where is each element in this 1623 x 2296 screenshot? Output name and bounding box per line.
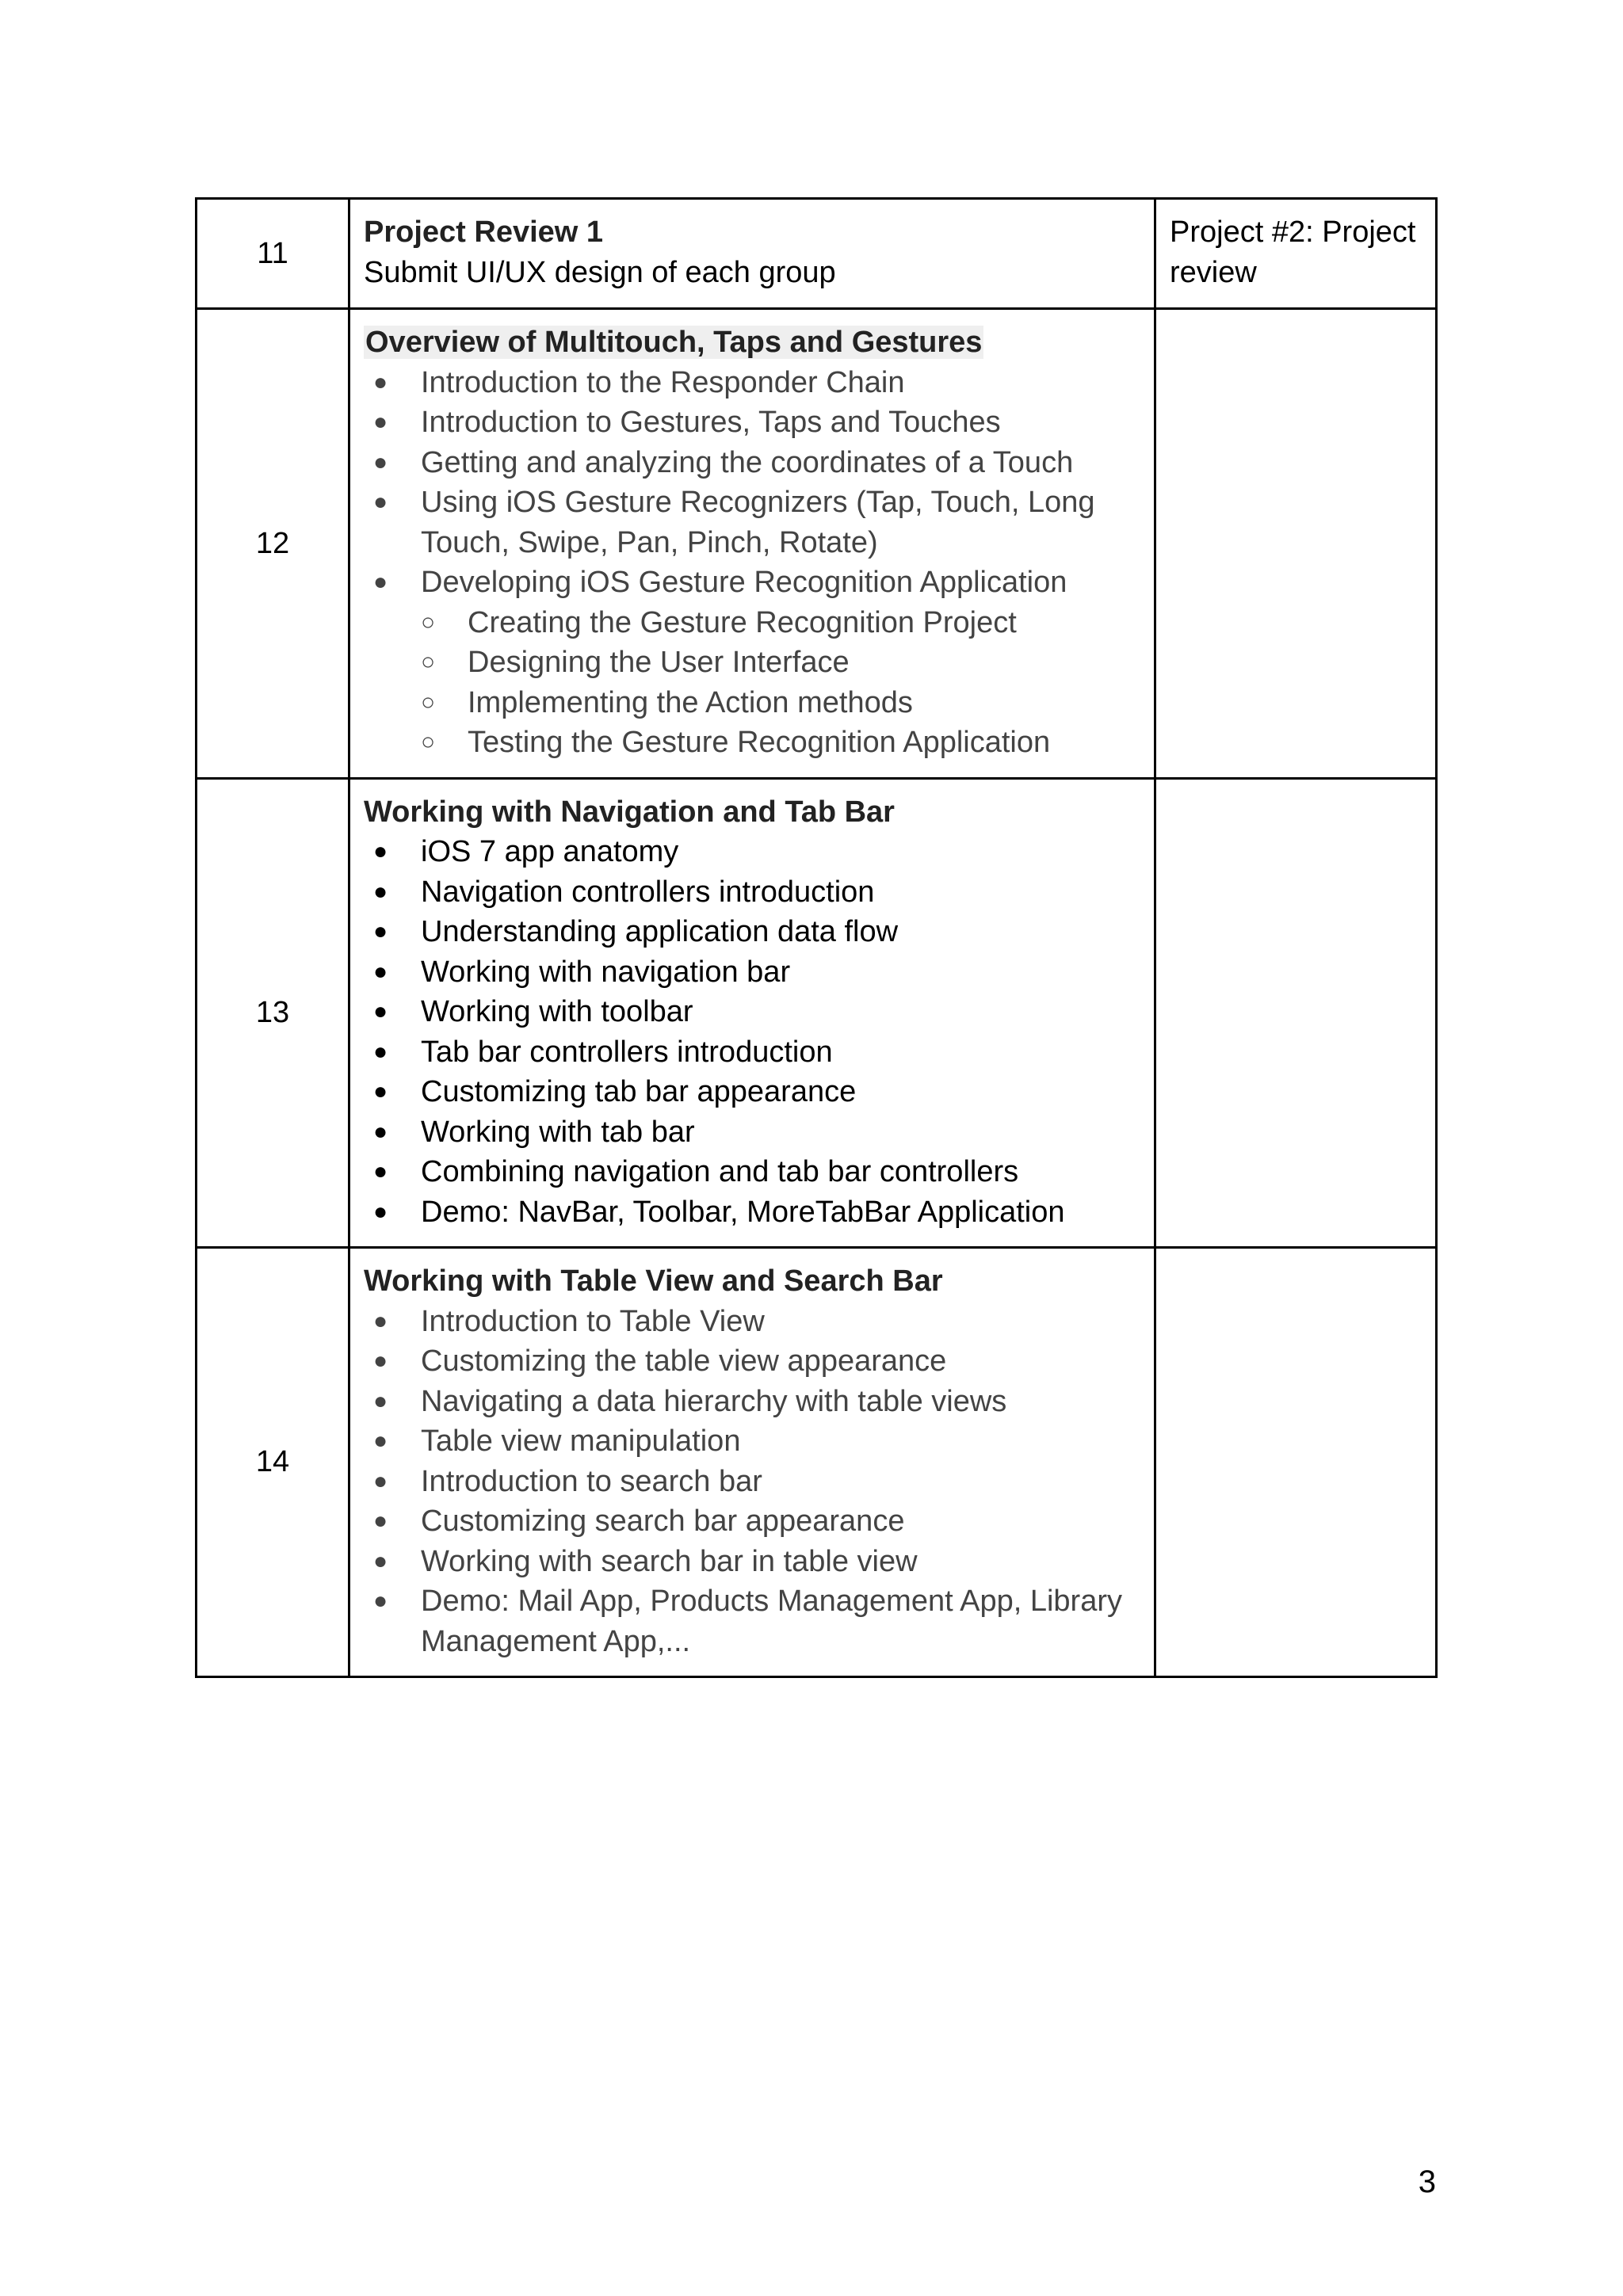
list-item [364,563,1141,763]
sub-list-item: ○ Designing the User Interface [421,643,1141,683]
topic-list [364,832,1141,1232]
assignment-cell [1155,309,1437,779]
list-item: ● Navigation controllers introduction [364,872,1141,913]
sub-list [421,603,1141,763]
sub-list-item: ○ Testing the Gesture Recognition Application [421,723,1141,763]
topic-list [364,1302,1141,1662]
list-item: ● Using iOS Gesture Recognizers (Tap, Touch, Long Touch, Swipe, Pan, Pinch, Rotate) [364,482,1141,563]
list-item: ● Introduction to Table View [364,1302,1141,1342]
topic-list [364,363,1141,763]
topic-title: Project Review 1 [364,215,604,249]
table-row [197,199,1437,309]
topic-title: Working with Table View and Search Bar [364,1264,943,1298]
list-item: ● Combining navigation and tab bar controllers [364,1152,1141,1192]
assignment-cell: Project #2: Project review [1155,199,1437,309]
page-number: 3 [1418,2164,1436,2199]
table-row [197,309,1437,779]
assignment-cell [1155,1248,1437,1677]
list-item: ● Getting and analyzing the coordinates of a Touch [364,443,1141,483]
list-item: ● Customizing search bar appearance [364,1501,1141,1542]
list-item: ● Introduction to the Responder Chain [364,363,1141,403]
topic-subtitle: Submit UI/UX design of each group [364,255,836,289]
assignment-cell [1155,778,1437,1248]
topic-title: Working with Navigation and Tab Bar [364,795,895,829]
list-item: ● Working with tab bar [364,1112,1141,1153]
list-item: ● Working with search bar in table view [364,1542,1141,1582]
syllabus-table [195,197,1438,1678]
list-item: ● Tab bar controllers introduction [364,1032,1141,1073]
list-item: ● Navigating a data hierarchy with table views [364,1382,1141,1422]
week-number: 12 [197,309,349,779]
list-item: ● Demo: NavBar, Toolbar, MoreTabBar Application [364,1192,1141,1233]
topic-cell [349,778,1155,1248]
list-item: ● Customizing the table view appearance [364,1341,1141,1382]
list-item: ● Customizing tab bar appearance [364,1072,1141,1112]
list-item: ● iOS 7 app anatomy [364,832,1141,872]
table-row [197,778,1437,1248]
list-item: ● Introduction to Gestures, Taps and Touches [364,402,1141,443]
topic-cell [349,309,1155,779]
list-item: ● Working with toolbar [364,992,1141,1032]
list-item: ● Introduction to search bar [364,1462,1141,1502]
topic-cell [349,199,1155,309]
list-item: ● Working with navigation bar [364,952,1141,993]
list-item-label: Developing iOS Gesture Recognition Application [421,566,1067,599]
sub-list-item: ○ Creating the Gesture Recognition Project [421,603,1141,643]
topic-title: Overview of Multitouch, Taps and Gestures [365,326,983,359]
topic-cell [349,1248,1155,1677]
list-item: ● Demo: Mail App, Products Management App, Library Management App,... [364,1581,1141,1661]
week-number: 14 [197,1248,349,1677]
table-row [197,1248,1437,1677]
week-number: 13 [197,778,349,1248]
list-item: ● Understanding application data flow [364,912,1141,952]
list-item: ● Table view manipulation [364,1421,1141,1462]
sub-list-item: ○ Implementing the Action methods [421,683,1141,723]
week-number: 11 [197,199,349,309]
